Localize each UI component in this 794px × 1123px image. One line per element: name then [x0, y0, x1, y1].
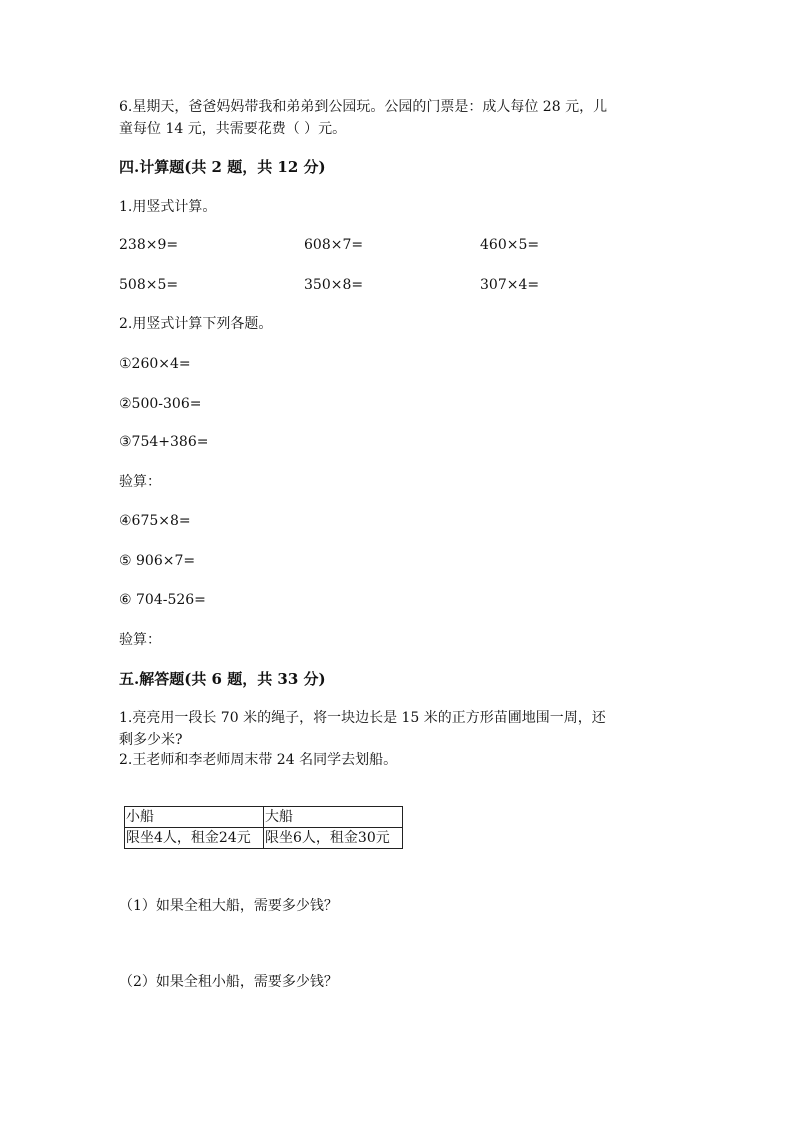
- answer-q1-line-1: 1.亮亮用一段长 70 米的绳子，将一块边长是 15 米的正方形苗圃地围一周，还: [119, 710, 606, 726]
- table-header-cell: 小船: [125, 807, 264, 828]
- calc-q1-item: 350×8=: [304, 277, 364, 293]
- question-6-line-1: 6.星期天，爸爸妈妈带我和弟弟到公园玩。公园的门票是：成人每位 28 元，儿: [119, 99, 608, 115]
- calc-q2-item: ③754+386=: [119, 434, 209, 450]
- calc-q2-item: ⑤ 906×7=: [119, 553, 196, 569]
- section-5-heading: 五.解答题(共 6 题，共 33 分): [119, 670, 326, 688]
- boat-rental-table: [124, 806, 403, 849]
- table-header-cell: 大船: [264, 807, 403, 828]
- calc-q1-item: 460×5=: [480, 237, 540, 253]
- answer-q2-sub-1: （1）如果全租大船，需要多少钱？: [119, 898, 338, 914]
- calc-q1-item: 508×5=: [119, 277, 179, 293]
- calc-q1-item: 608×7=: [304, 237, 364, 253]
- calc-q1-prompt: 1.用竖式计算。: [119, 199, 217, 215]
- table-cell: 限坐4人，租金24元: [125, 828, 264, 849]
- check-label: 验算：: [119, 474, 161, 490]
- calc-q2-item: ①260×4=: [119, 356, 191, 372]
- table-row: [125, 828, 403, 849]
- calc-q2-item: ④675×8=: [119, 513, 191, 529]
- check-label: 验算：: [119, 632, 161, 648]
- table-cell: 限坐6人，租金30元: [264, 828, 403, 849]
- answer-q2-sub-2: （2）如果全租小船，需要多少钱？: [119, 974, 338, 990]
- calc-q2-item: ②500-306=: [119, 396, 202, 412]
- table-row: [125, 807, 403, 828]
- calc-q1-item: 307×4=: [480, 277, 540, 293]
- calc-q2-item: ⑥ 704-526=: [119, 592, 206, 608]
- section-4-heading: 四.计算题(共 2 题，共 12 分): [119, 158, 326, 176]
- question-6-line-2: 童每位 14 元，共需要花费（ ）元。: [119, 121, 347, 137]
- answer-q2-prompt: 2.王老师和李老师周末带 24 名同学去划船。: [119, 752, 398, 768]
- calc-q2-prompt: 2.用竖式计算下列各题。: [119, 316, 273, 332]
- answer-q1-line-2: 剩多少米?: [119, 732, 183, 748]
- calc-q1-item: 238×9=: [119, 237, 179, 253]
